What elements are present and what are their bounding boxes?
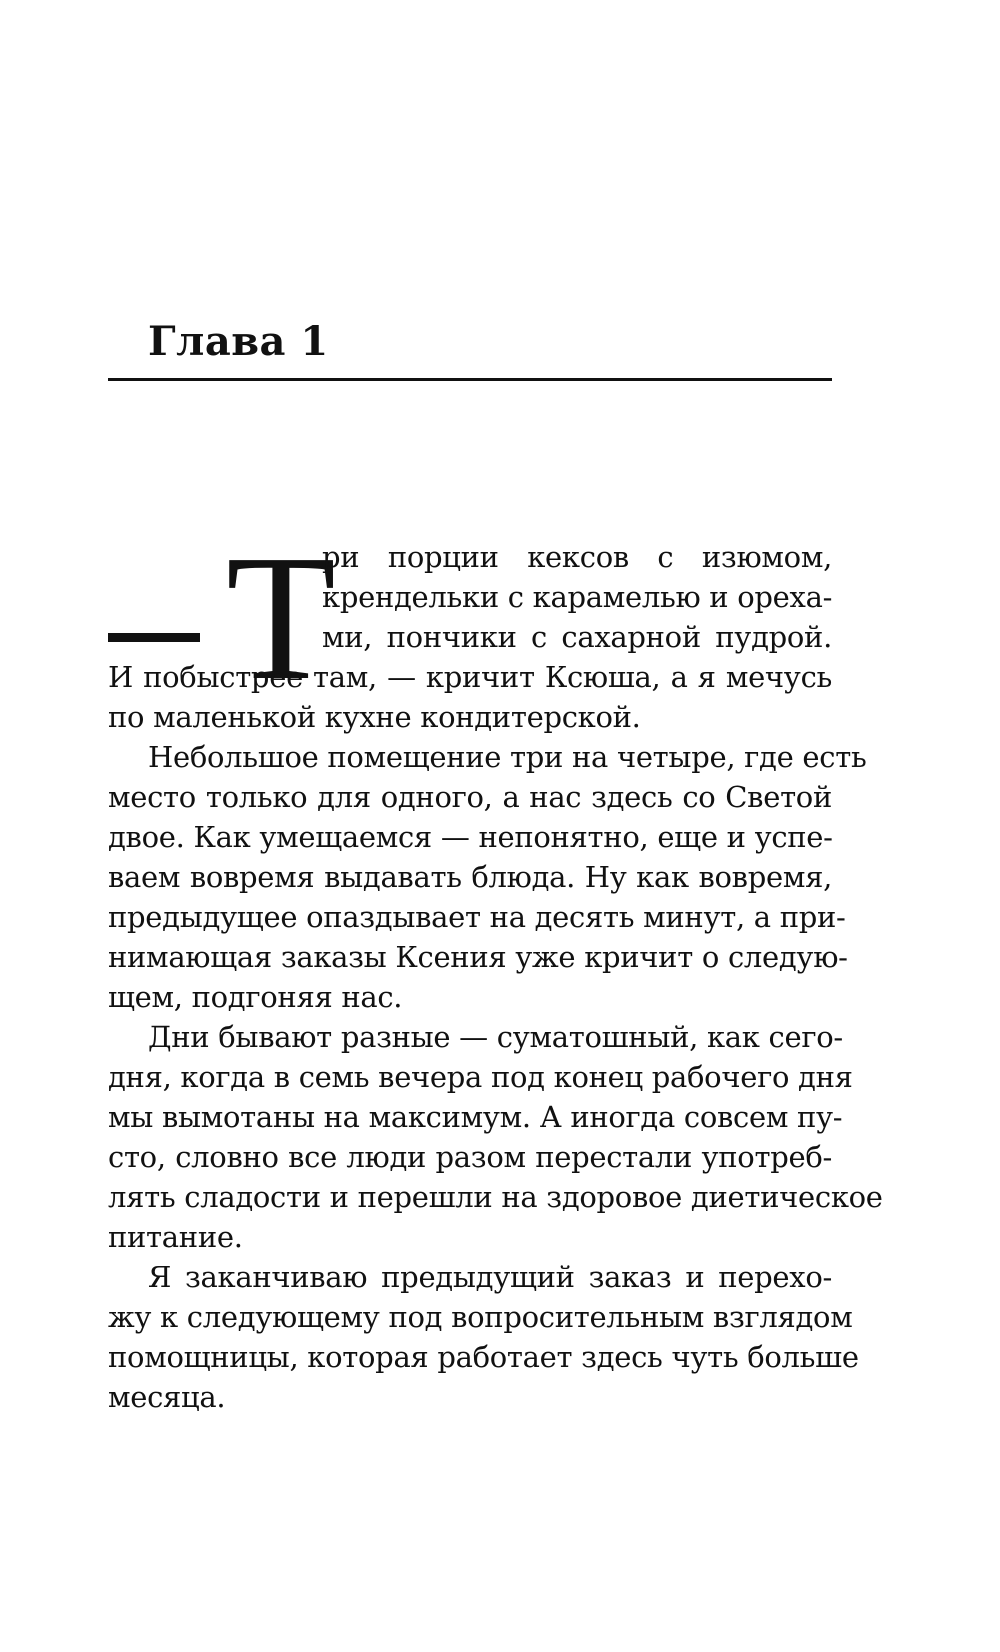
drop-cap-letter: Т	[226, 518, 336, 717]
text-line: предыдущее опаздывает на десять минут, а при-	[108, 900, 846, 934]
text-line: помощницы, которая работает здесь чуть больше	[108, 1340, 859, 1374]
text-line: питание.	[108, 1220, 243, 1254]
text-line: ми, пончики с сахарной пудрой.	[322, 620, 832, 654]
text-line: по маленькой кухне кондитерской.	[108, 700, 641, 734]
text-line: мы вымотаны на максимум. А иногда совсем пу-	[108, 1100, 843, 1134]
chapter-rule	[108, 378, 832, 381]
text-line: ваем вовремя выдавать блюда. Ну как вовремя,	[108, 860, 832, 894]
text-line: И побыстрее там, — кричит Ксюша, а я мечусь	[108, 660, 832, 694]
text-line: месяца.	[108, 1380, 226, 1414]
text-line: щем, подгоняя нас.	[108, 980, 403, 1014]
text-line: нимающая заказы Ксения уже кричит о следую-	[108, 940, 848, 974]
text-line: дня, когда в семь вечера под конец рабочего дня	[108, 1060, 853, 1094]
chapter-title: Глава 1	[148, 318, 329, 365]
text-line: Я заканчиваю предыдущий заказ и перехо-	[148, 1260, 832, 1294]
text-line: лять сладости и перешли на здоровое диетическое	[108, 1180, 883, 1214]
text-line: Дни бывают разные — суматошный, как сего-	[148, 1020, 843, 1054]
dialogue-dash	[108, 633, 200, 642]
text-line: сто, словно все люди разом перестали употреб-	[108, 1140, 832, 1174]
text-line: Небольшое помещение три на четыре, где есть	[148, 740, 867, 774]
text-line: крендельки с карамелью и ореха-	[322, 580, 833, 614]
text-line: двое. Как умещаемся — непонятно, еще и успе-	[108, 820, 833, 854]
text-line: жу к следующему под вопросительным взглядом	[108, 1300, 853, 1334]
text-line: место только для одного, а нас здесь со Светой	[108, 780, 832, 814]
text-line: ри порции кексов с изюмом,	[322, 540, 832, 574]
